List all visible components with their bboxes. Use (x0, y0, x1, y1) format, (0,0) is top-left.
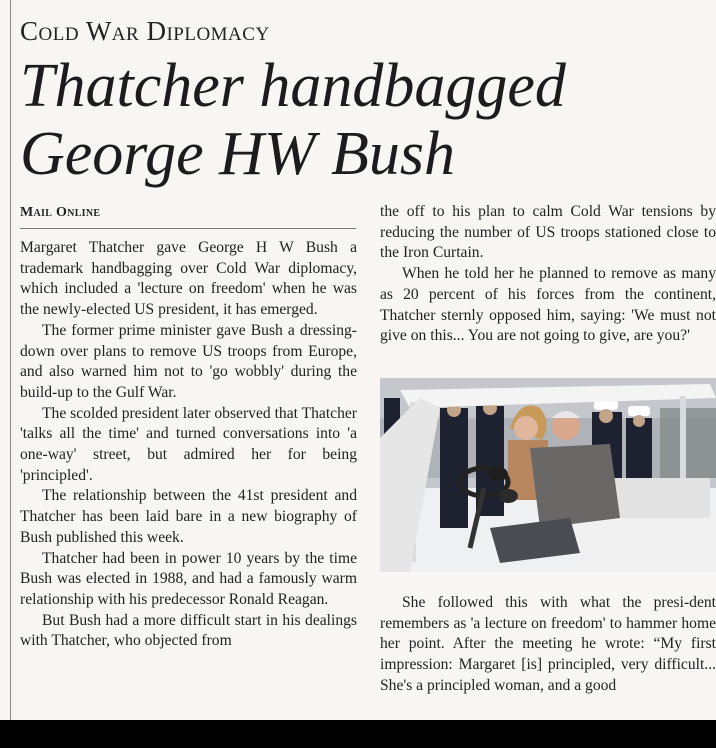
byline: Mail Online (20, 204, 356, 229)
paragraph: When he told her he planned to remove as many as 20 percent of his forces from the continent, Thatcher sternly opposed him, saying: 'We must not give on this... You are not going to give, are you?' (380, 265, 716, 345)
paragraph: She followed this with what the presi-dent remembers as 'a lecture on freedom' to hammer home her point. After the meeting he wrote: “My first impression: Margaret [is] principled, very difficult... She's a principled woman, and a good (380, 594, 716, 694)
paragraph: But Bush had a more difficult start in his dealings with Thatcher, who objected from (20, 611, 357, 650)
paragraph: The relationship between the 41st president and Thatcher has been laid bare in a new biography of Bush published this week. (20, 487, 357, 546)
news-photo (380, 378, 716, 572)
right-column-top (380, 202, 716, 372)
left-column (20, 238, 357, 720)
paragraph: The scolded president later observed that Thatcher 'talks all the time' and turned conversations into 'a one-way' street, but admired her for being 'principled'. (20, 404, 357, 484)
paragraph: Thatcher had been in power 10 years by the time Bush was elected in 1988, and had a famously warm relationship with his predecessor Ronald Reagan. (20, 549, 357, 608)
paragraph: The former prime minister gave Bush a dressing-down over plans to remove US troops from Europe, and also warned him not to 'go wobbly' during the build-up to the Gulf War. (20, 321, 357, 401)
right-column-bottom (380, 593, 716, 720)
section-kicker: Cold War Diplomacy (20, 16, 270, 46)
article-headline: Thatcher handbagged George HW Bush (20, 52, 566, 188)
paragraph: the off to his plan to calm Cold War tensions by reducing the number of US troops stationed close to the Iron Curtain. (380, 203, 716, 262)
page-fold-line (10, 0, 11, 720)
photo-illustration (380, 378, 716, 572)
paragraph: Margaret Thatcher gave George H W Bush a trademark handbagging over Cold War diplomacy, which included a 'lecture on freedom' when he was the newly-elected US president, it has emerged. (20, 239, 357, 319)
